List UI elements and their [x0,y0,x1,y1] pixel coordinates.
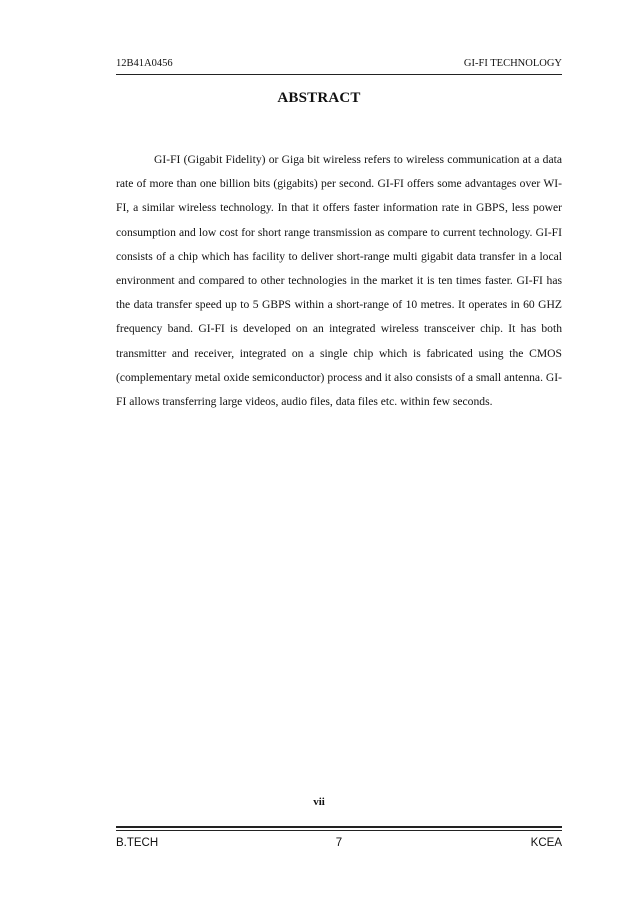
footer-institution: KCEA [530,837,562,849]
footer-degree: B.TECH [116,837,159,849]
page-title: ABSTRACT [277,90,361,106]
footer-divider-thin [116,830,562,831]
page-footer [116,837,562,855]
header-document-title: GI-FI TECHNOLOGY [463,58,562,69]
roman-page-number: vii [313,796,325,808]
header-roll-number: 12B41A0456 [116,58,173,69]
footer-divider-thick [116,826,562,828]
footer-page-number: 7 [335,837,343,849]
abstract-paragraph: GI-FI (Gigabit Fidelity) or Giga bit wireless refers to wireless communication at a data rate of more than one billion bits (gigabits) per second. GI-FI offers some advantages over WI-FI, a similar wireless technology. In that it offers faster information rate in GBPS, less power consumption and low cost for short range transmission as compare to current technology. GI-FI consists of a chip which has facility to deliver short-range multi gigabit data transfer in a local environment and compared to other technologies in the market it is ten times faster. GI-FI has the data transfer speed up to 5 GBPS within a short-range of 10 metres. It operates in 60 GHZ frequency band. GI-FI is developed on an integrated wireless transceiver chip. It has both transmitter and receiver, integrated on a single chip which is fabricated using the CMOS (complementary metal oxide semiconductor) process and it also consists of a small antenna. GI-FI allows transferring large videos, audio files, data files etc. within few seconds. [116,153,562,409]
header-divider [116,74,562,75]
page-header [116,58,562,74]
